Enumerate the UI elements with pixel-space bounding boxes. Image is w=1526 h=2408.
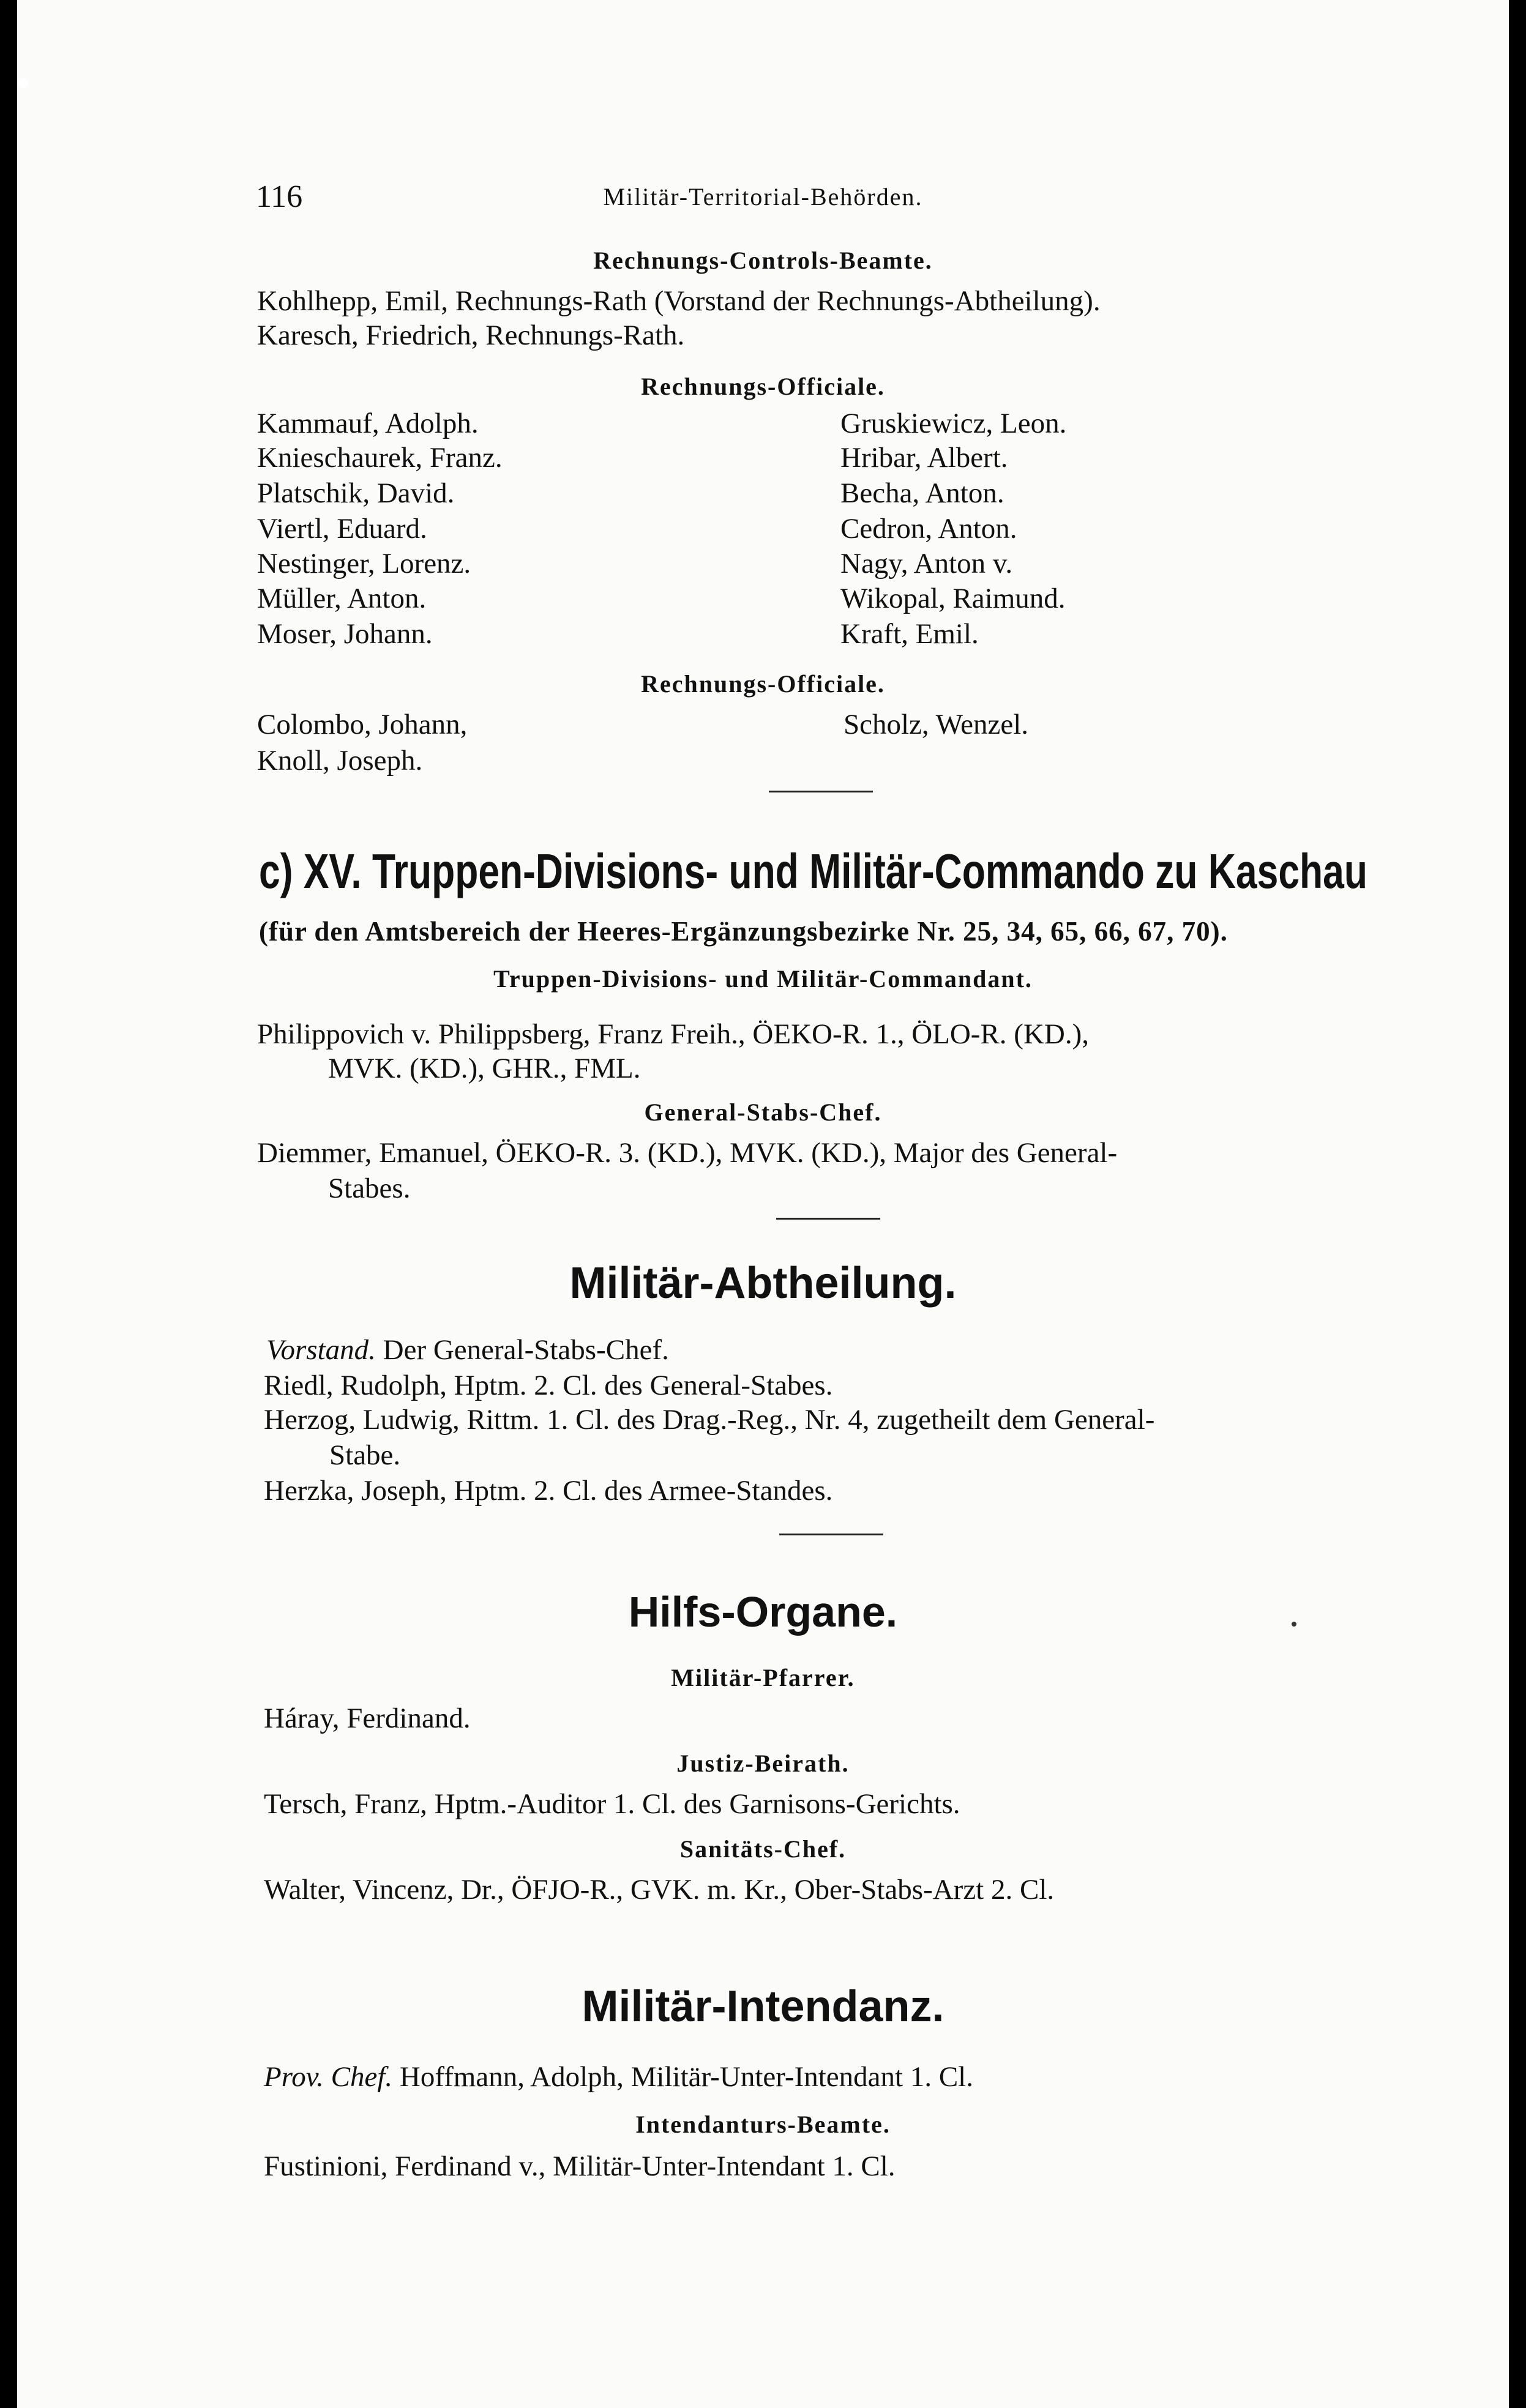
name-entry: Gruskiewicz, Leon.	[840, 408, 1067, 439]
text-line: Kohlhepp, Emil, Rechnungs-Rath (Vorstand der Rechnungs-Abtheilung).	[257, 285, 1101, 317]
name-entry: Platschik, David.	[257, 477, 455, 509]
chef-text: Hoffmann, Adolph, Militär-Unter-Intendant 1. Cl.	[399, 2061, 973, 2093]
name-entry: Nagy, Anton v.	[840, 548, 1013, 580]
text-line: Herzka, Joseph, Hptm. 2. Cl. des Armee-Standes.	[264, 1475, 833, 1507]
name-entry: Müller, Anton.	[257, 583, 427, 614]
text-line: Diemmer, Emanuel, ÖEKO-R. 3. (KD.), MVK. (KD.), Major des General-	[257, 1137, 1118, 1169]
text-line: Walter, Vincenz, Dr., ÖFJO-R., GVK. m. Kr., Ober-Stabs-Arzt 2. Cl.	[264, 1874, 1055, 1906]
name-entry: Scholz, Wenzel.	[843, 709, 1029, 740]
name-entry: Hribar, Albert.	[840, 442, 1008, 474]
section-heading-controls: Rechnungs-Controls-Beamte.	[593, 247, 933, 274]
text-line: Herzog, Ludwig, Rittm. 1. Cl. des Drag.-Reg., Nr. 4, zugetheilt dem General-	[264, 1404, 1155, 1436]
beamte-heading: Intendanturs-Beamte.	[635, 2111, 891, 2138]
name-entry: Colombo, Johann,	[257, 709, 468, 740]
separator-rule	[779, 1534, 883, 1535]
name-entry: Wikopal, Raimund.	[840, 583, 1066, 614]
name-entry: Kraft, Emil.	[840, 618, 979, 650]
name-entry: Nestinger, Lorenz.	[257, 548, 471, 580]
running-title: Militär-Territorial-Behörden.	[603, 183, 923, 211]
text-line: Riedl, Rudolph, Hptm. 2. Cl. des General-Stabes.	[264, 1370, 833, 1401]
text-line: Fustinioni, Ferdinand v., Militär-Unter-Intendant 1. Cl.	[264, 2150, 896, 2182]
name-entry: Knoll, Joseph.	[257, 745, 423, 777]
text-line: Philippovich v. Philippsberg, Franz Freih., ÖEKO-R. 1., ÖLO-R. (KD.),	[257, 1018, 1089, 1050]
vorstand-label: Vorstand.	[266, 1334, 376, 1366]
page-number: 116	[256, 179, 303, 214]
text-line	[266, 1333, 669, 1367]
vorstand-text: Der General-Stabs-Chef.	[383, 1334, 669, 1366]
print-speck	[1292, 1622, 1296, 1627]
commandant-heading: Truppen-Divisions- und Militär-Commandant.	[493, 965, 1033, 993]
division-title: c) XV. Truppen-Divisions- und Militär-Commando zu Kaschau	[259, 844, 1367, 898]
division-subtitle: (für den Amtsbereich der Heeres-Ergänzungsbezirke Nr. 25, 34, 65, 66, 67, 70).	[259, 916, 1228, 947]
pfarrer-heading: Militär-Pfarrer.	[671, 1664, 855, 1691]
separator-rule	[776, 1218, 880, 1220]
sanitaet-heading: Sanitäts-Chef.	[679, 1835, 847, 1863]
scan-mark	[18, 78, 28, 88]
text-line	[264, 2060, 973, 2094]
hilfs-organe-title: Hilfs-Organe.	[628, 1588, 898, 1636]
name-entry: Cedron, Anton.	[840, 513, 1017, 545]
text-line: MVK. (KD.), GHR., FML.	[328, 1053, 641, 1084]
text-line: Tersch, Franz, Hptm.-Auditor 1. Cl. des Garnisons-Gerichts.	[264, 1788, 960, 1820]
separator-rule	[769, 791, 873, 792]
text-line: Stabes.	[328, 1172, 411, 1204]
name-entry: Moser, Johann.	[257, 618, 433, 650]
intendanz-title: Militär-Intendanz.	[582, 1982, 944, 2031]
abtheilung-title: Militär-Abtheilung.	[569, 1259, 957, 1308]
name-entry: Becha, Anton.	[840, 477, 1004, 509]
name-entry: Viertl, Eduard.	[257, 513, 427, 545]
justiz-heading: Justiz-Beirath.	[676, 1750, 850, 1777]
chief-heading: General-Stabs-Chef.	[644, 1098, 882, 1126]
text-line: Háray, Ferdinand.	[264, 1702, 471, 1734]
name-entry: Knieschaurek, Franz.	[257, 442, 503, 474]
name-entry: Kammauf, Adolph.	[257, 408, 479, 439]
text-line: Karesch, Friedrich, Rechnungs-Rath.	[257, 319, 685, 351]
book-page	[17, 0, 1509, 2408]
text-line: Stabe.	[329, 1439, 401, 1471]
section-heading-officiale: Rechnungs-Officiale.	[641, 373, 885, 400]
chef-label: Prov. Chef.	[264, 2061, 393, 2093]
section-heading-officiale-2: Rechnungs-Officiale.	[641, 670, 885, 698]
